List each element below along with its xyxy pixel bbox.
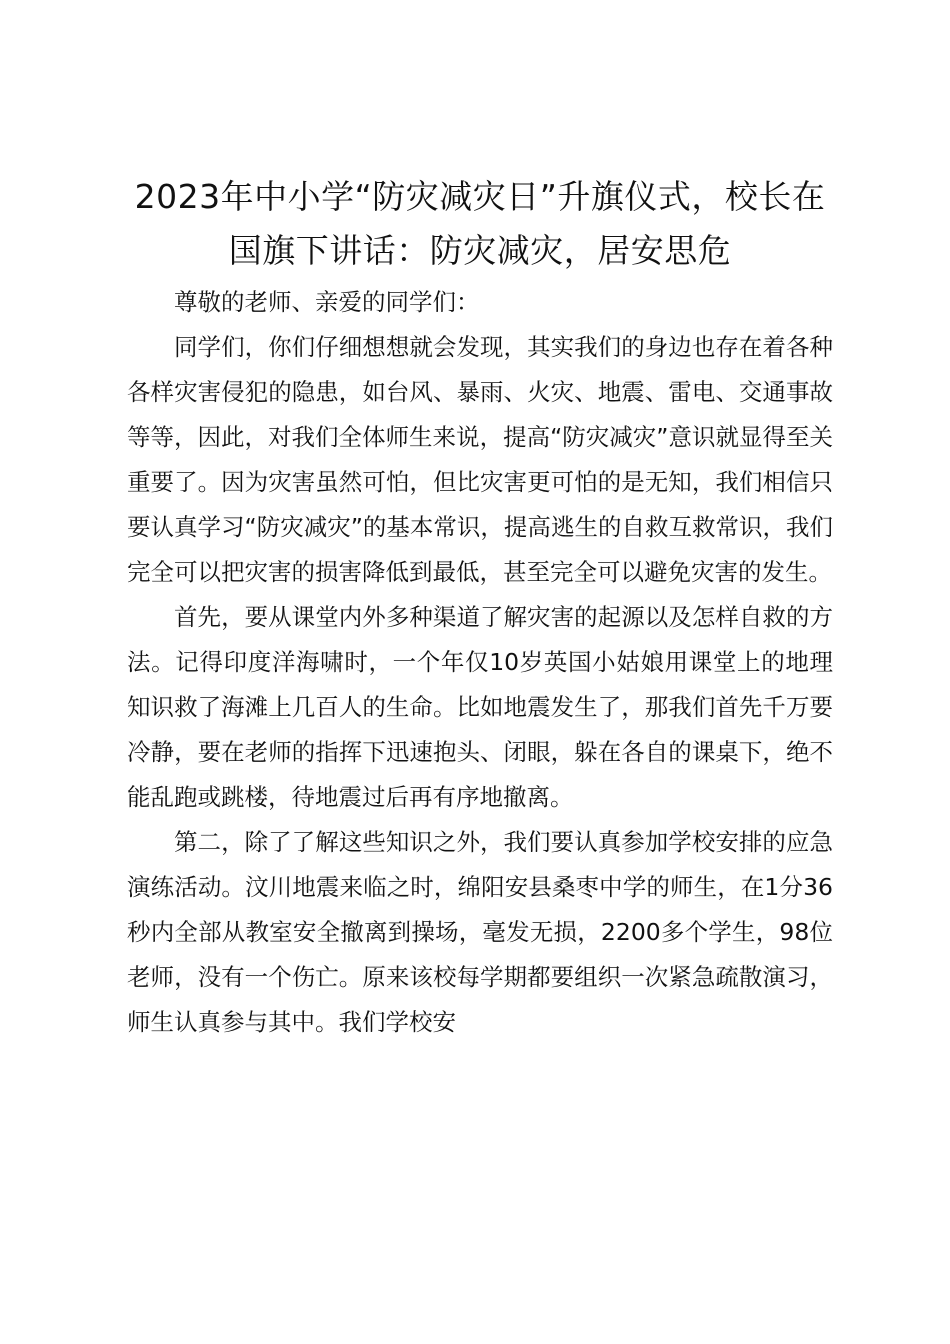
document-content <box>127 170 833 1045</box>
greeting-paragraph: 尊敬的老师、亲爱的同学们： <box>174 288 480 316</box>
document-title: 2023年中小学“防灾减灾日”升旗仪式，校长在国旗下讲话：防灾减灾，居安思危 <box>134 177 826 270</box>
body-paragraph-3: 第二，除了了解这些知识之外，我们要认真参加学校安排的应急演练活动。汶川地震来临之时，绵阳安县桑枣中学的师生，在1分36秒内全部从教室安全撤离到操场，毫发无损，2200多个学生，98位老师，没有一个伤亡。原来该校每学期都要组织一次紧急疏散演习，师生认真参与其中。我们学校安 <box>127 828 833 1036</box>
body-paragraph-1: 同学们，你们仔细想想就会发现，其实我们的身边也存在着各种各样灾害侵犯的隐患，如台风、暴雨、火灾、地震、雷电、交通事故等等，因此，对我们全体师生来说，提高“防灾减灾”意识就显得至关重要了。因为灾害虽然可怕，但比灾害更可怕的是无知，我们相信只要认真学习“防灾减灾”的基本常识，提高逃生的自救互救常识，我们完全可以把灾害的损害降低到最低，甚至完全可以避免灾害的发生。 <box>127 333 833 586</box>
document-body <box>127 280 833 1045</box>
body-paragraph-2: 首先，要从课堂内外多种渠道了解灾害的起源以及怎样自救的方法。记得印度洋海啸时，一个年仅10岁英国小姑娘用课堂上的地理知识救了海滩上几百人的生命。比如地震发生了，那我们首先千万要冷静，要在老师的指挥下迅速抱头、闭眼，躲在各自的课桌下，绝不能乱跑或跳楼，待地震过后再有序地撤离。 <box>127 603 833 811</box>
